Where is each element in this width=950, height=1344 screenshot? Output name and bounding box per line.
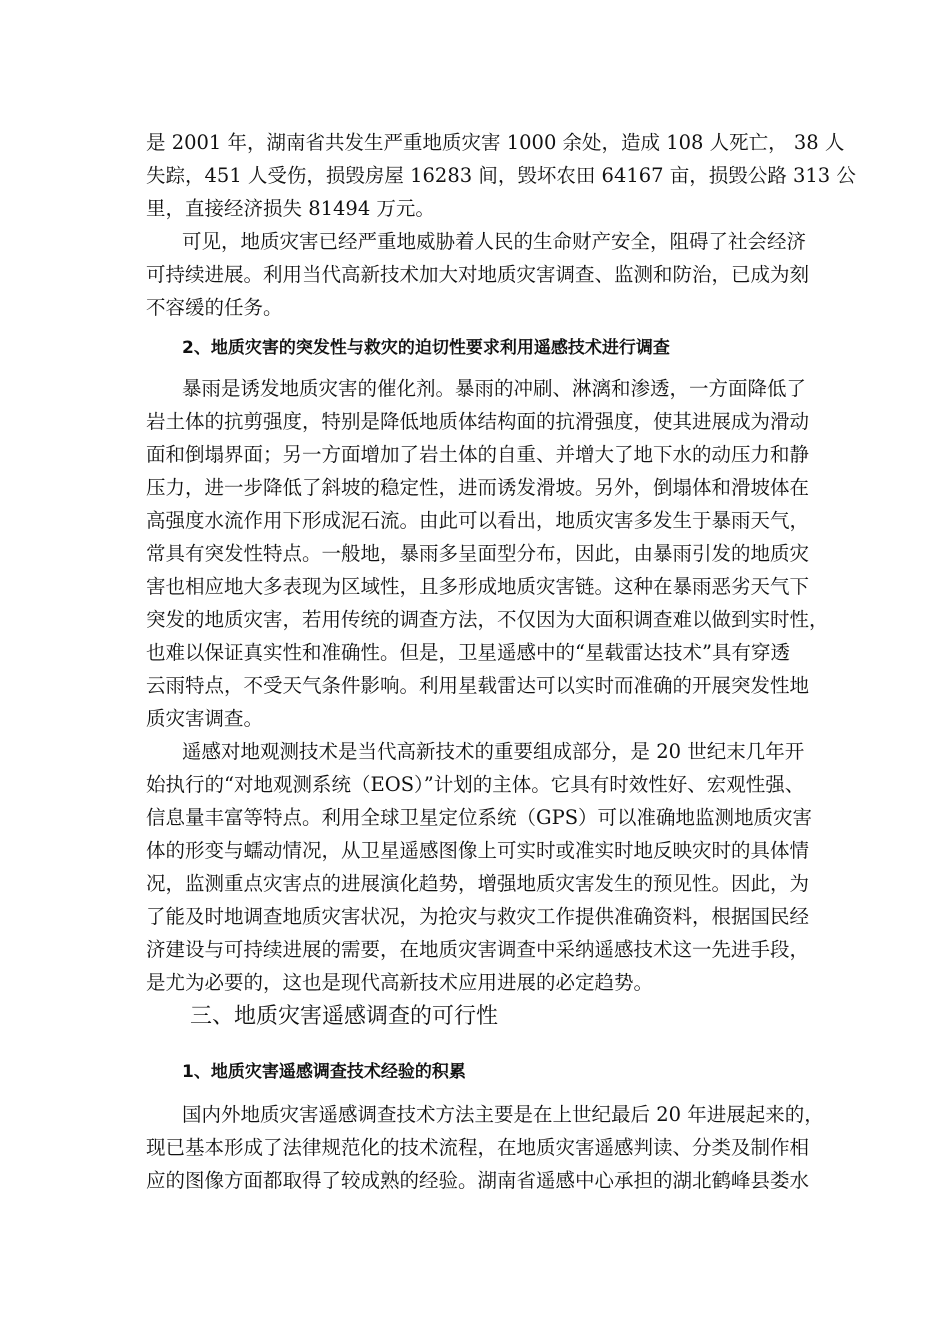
section-subheading: 2、地质灾害的突发性与救灾的迫切性要求利用遥感技术进行调查 (182, 338, 670, 358)
body-text-line: 可持续进展。利用当代高新技术加大对地质灾害调查、监测和防治，已成为刻 (146, 263, 810, 286)
body-text-line: 是 2001 年，湖南省共发生严重地质灾害 1000 余处，造成 108 人死亡， 38 人 (146, 131, 845, 154)
body-text-line: 暴雨是诱发地质灾害的催化剂。暴雨的冲刷、淋漓和渗透，一方面降低了 (182, 377, 807, 400)
body-text-line: 遥感对地观测技术是当代高新技术的重要组成部分，是 20 世纪末几年开 (182, 740, 805, 763)
body-text-line: 高强度水流作用下形成泥石流。由此可以看出，地质灾害多发生于暴雨天气， (146, 509, 810, 532)
body-text-line: 应的图像方面都取得了较成熟的经验。湖南省遥感中心承担的湖北鹤峰县娄水 (146, 1169, 810, 1192)
body-text-line: 始执行的“对地观测系统（EOS）”计划的主体。它具有时效性好、宏观性强、 (146, 773, 805, 796)
section-heading: 三、地质灾害遥感调查的可行性 (190, 1004, 499, 1029)
body-text-line: 害也相应地大多表现为区域性，且多形成地质灾害链。这种在暴雨恶劣天气下 (146, 575, 810, 598)
body-text-line: 了能及时地调查地质灾害状况，为抢灾与救灾工作提供准确资料，根据国民经 (146, 905, 810, 928)
body-text-line: 面和倒塌界面；另一方面增加了岩土体的自重、并增大了地下水的动压力和静 (146, 443, 810, 466)
body-text-line: 国内外地质灾害遥感调查技术方法主要是在上世纪最后 20 年进展起来的， (182, 1103, 824, 1126)
body-text-line: 况，监测重点灾害点的进展演化趋势，增强地质灾害发生的预见性。因此，为 (146, 872, 810, 895)
body-text-line: 是尤为必要的，这也是现代高新技术应用进展的必定趋势。 (146, 971, 654, 994)
body-text-line: 可见，地质灾害已经严重地威胁着人民的生命财产安全，阻碍了社会经济 (182, 230, 807, 253)
body-text-line: 济建设与可持续进展的需要，在地质灾害调查中采纳遥感技术这一先进手段， (146, 938, 810, 961)
body-text-line: 不容缓的任务。 (146, 296, 283, 319)
body-text-line: 体的形变与蠕动情况，从卫星遥感图像上可实时或准实时地反映灾时的具体情 (146, 839, 810, 862)
body-text-line: 云雨特点，不受天气条件影响。利用星载雷达可以实时而准确的开展突发性地 (146, 674, 810, 697)
body-text-line: 突发的地质灾害，若用传统的调查方法，不仅因为大面积调查难以做到实时性， (146, 608, 829, 631)
body-text-line: 里，直接经济损失 81494 万元。 (146, 197, 435, 220)
body-text-line: 现已基本形成了法律规范化的技术流程，在地质灾害遥感判读、分类及制作相 (146, 1136, 810, 1159)
section-subheading: 1、地质灾害遥感调查技术经验的积累 (182, 1062, 466, 1082)
body-text-line: 质灾害调查。 (146, 707, 264, 730)
body-text-line: 压力，进一步降低了斜坡的稳定性，进而诱发滑坡。另外，倒塌体和滑坡体在 (146, 476, 810, 499)
body-text-line: 失踪，451 人受伤，损毁房屋 16283 间，毁坏农田 64167 亩，损毁公路 313 公 (146, 164, 856, 187)
body-text-line: 也难以保证真实性和准确性。但是，卫星遥感中的“星载雷达技术”具有穿透 (146, 641, 790, 664)
body-text-line: 岩土体的抗剪强度，特别是降低地质体结构面的抗滑强度，使其进展成为滑动 (146, 410, 810, 433)
body-text-line: 信息量丰富等特点。利用全球卫星定位系统（GPS）可以准确地监测地质灾害 (146, 806, 813, 829)
body-text-line: 常具有突发性特点。一般地，暴雨多呈面型分布，因此，由暴雨引发的地质灾 (146, 542, 810, 565)
